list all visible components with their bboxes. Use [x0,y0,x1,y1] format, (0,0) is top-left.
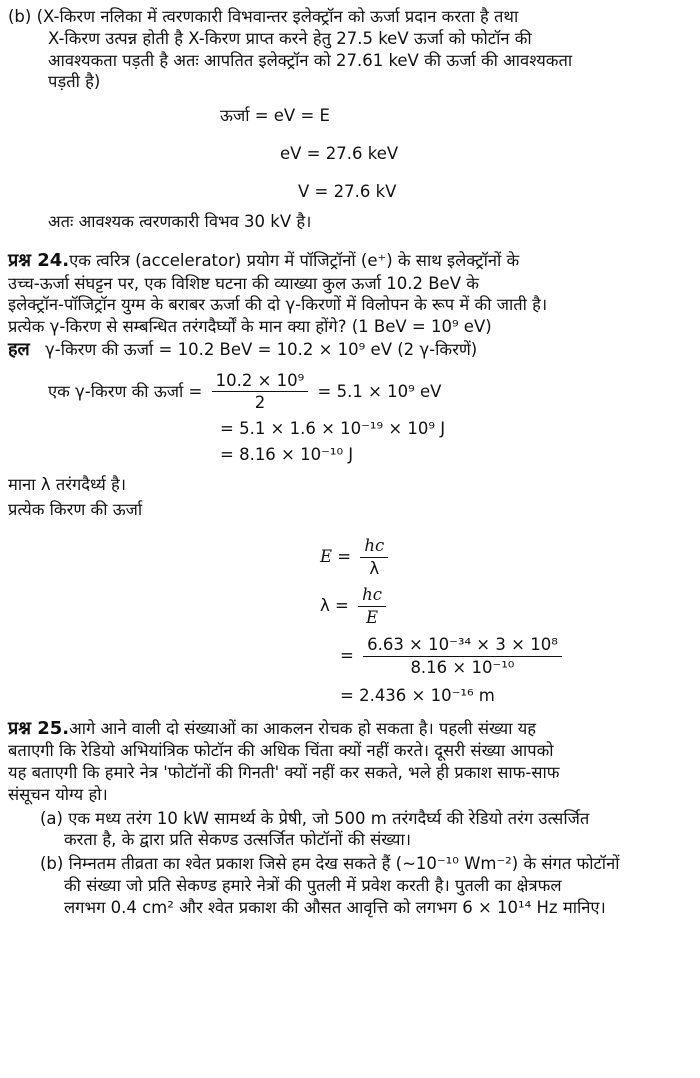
formula-substitution [8,634,688,679]
lambda-result: = 2.436 × 10⁻¹⁶ m [340,685,495,705]
formula-lambda-lhs: λ = [320,595,349,615]
energy-fraction [212,370,309,415]
energy-lhs: एक γ-किरण की ऊर्जा = [48,381,203,401]
question-25 [8,717,688,919]
formula-e [8,535,688,580]
part-b-conclusion: अतः आवश्यक त्वरणकारी विभव 30 kV है। [48,212,312,232]
substitution-fraction [363,634,562,679]
text-line: (a) एक मध्य तरंग 10 kW सामर्थ्य के प्रेषी, जो 500 m तरंगदैर्घ्य की रेडियो तरंग उत्सर्जित [40,808,590,828]
text-line: प्रत्येक γ-किरण से सम्बन्धित तरंगदैर्घ्यों के मान क्या होंगे? (1 BeV = 10⁹ eV) [8,317,492,337]
energy-step-2: = 5.1 × 1.6 × 10⁻¹⁹ × 10⁹ J [220,419,446,439]
text-line: (b) (X-किरण नलिका में त्वरणकारी विभवान्तर इलेक्ट्रॉन को ऊर्जा प्रदान करता है तथा [8,7,519,26]
text-line: X-किरण उत्पन्न होती है X-किरण प्राप्त करने हेतु 27.5 keV ऊर्जा को फोटॉन की [48,28,532,48]
equals-sign: = [340,646,354,666]
each-energy-text: प्रत्येक किरण की ऊर्जा [8,500,143,520]
text-line: करता है, के द्वारा प्रति सेकण्ड उत्सर्जित फोटॉनों की संख्या। [64,830,412,850]
text-line: आगे आने वाली दो संख्याओं का आकलन रोचक हो सकता है। पहली संख्या यह [69,718,537,738]
formula-lambda [8,584,688,629]
text-line: की संख्या जो प्रति सेकण्ड हमारे नेत्रों की पुतली में प्रवेश करती है। पुतली का क्षेत्रफल [64,875,562,895]
text-line: यह बताएगी कि हमारे नेत्र 'फोटॉनों की गिनती' क्यों नहीं कर सकते, भले ही प्रकाश साफ-साफ [8,763,560,783]
energy-rhs: = 5.1 × 10⁹ eV [317,381,442,401]
item-a [8,808,688,852]
assume-text: माना λ तरंगदैर्ध्य है। [8,474,127,494]
question-24 [8,249,688,707]
text-line: उच्च-ऊर्जा संघट्टन पर, एक विशिष्ट घटना की व्याख्या कुल ऊर्जा 10.2 BeV के [8,273,479,293]
fraction-denominator: λ [360,557,388,580]
fraction-denominator: 2 [212,391,309,414]
text-line: एक त्वरित्र (accelerator) प्रयोग में पॉजिट्रॉनों (e⁺) के साथ इलेक्ट्रॉनों के [69,250,520,270]
fraction-numerator: hc [362,584,382,604]
fraction-denominator: 8.16 × 10⁻¹⁰ [363,656,562,679]
energy-equation [8,370,688,415]
text-line: इलेक्ट्रॉन-पॉजिट्रॉन युग्म के बराबर ऊर्जा की दो γ-किरणों में विलोपन के रूप में की जाती है। [8,295,548,315]
solution-header [8,338,688,362]
part-b-section [8,6,688,233]
solution-line: γ-किरण की ऊर्जा = 10.2 BeV = 10.2 × 10⁹ eV (2 γ-किरणें) [45,339,478,359]
question-24-label: प्रश्न 24. [8,249,70,271]
equation-energy: ऊर्जा = eV = E [220,106,330,126]
formula-e-lhs: E = [320,546,352,566]
equation-block [8,93,688,205]
equation-voltage: V = 27.6 kV [298,182,397,202]
formula-lambda-fraction [358,584,386,629]
fraction-numerator: 6.63 × 10⁻³⁴ × 3 × 10⁸ [367,635,558,655]
text-line: संसूचन योग्य हो। [8,784,108,804]
text-line: लगभग 0.4 cm² और श्वेत प्रकाश की औसत आवृत्ति को लगभग 6 × 10¹⁴ Hz मानिए। [64,897,606,917]
solution-label: हल [8,338,30,360]
fraction-numerator: 10.2 × 10⁹ [215,370,305,390]
fraction-numerator: hc [364,536,385,556]
item-b [8,853,688,918]
question-25-text [8,717,688,806]
text-line: आवश्यकता पड़ती है अतः आपतित इलेक्ट्रॉन को 27.61 keV की ऊर्जा की आवश्यकता [48,50,573,70]
equation-ev: eV = 27.6 keV [280,144,399,164]
question-24-text [8,249,688,338]
fraction-denominator: E [358,606,386,629]
text-line: बताएगी कि रेडियो अभियांत्रिक फोटॉन की अधिक चिंता क्यों नहीं करते। दूसरी संख्या आपको [8,741,554,761]
text-line: (b) निम्नतम तीव्रता का श्वेत प्रकाश जिसे हम देख सकते हैं (~10⁻¹⁰ Wm⁻²) के संगत फोटॉनों [40,854,620,874]
formula-e-fraction [360,535,388,580]
part-b-text [8,6,688,93]
question-25-label: प्रश्न 25. [8,717,70,739]
energy-step-3: = 8.16 × 10⁻¹⁰ J [220,444,354,464]
text-line: पड़ती है) [48,72,101,92]
